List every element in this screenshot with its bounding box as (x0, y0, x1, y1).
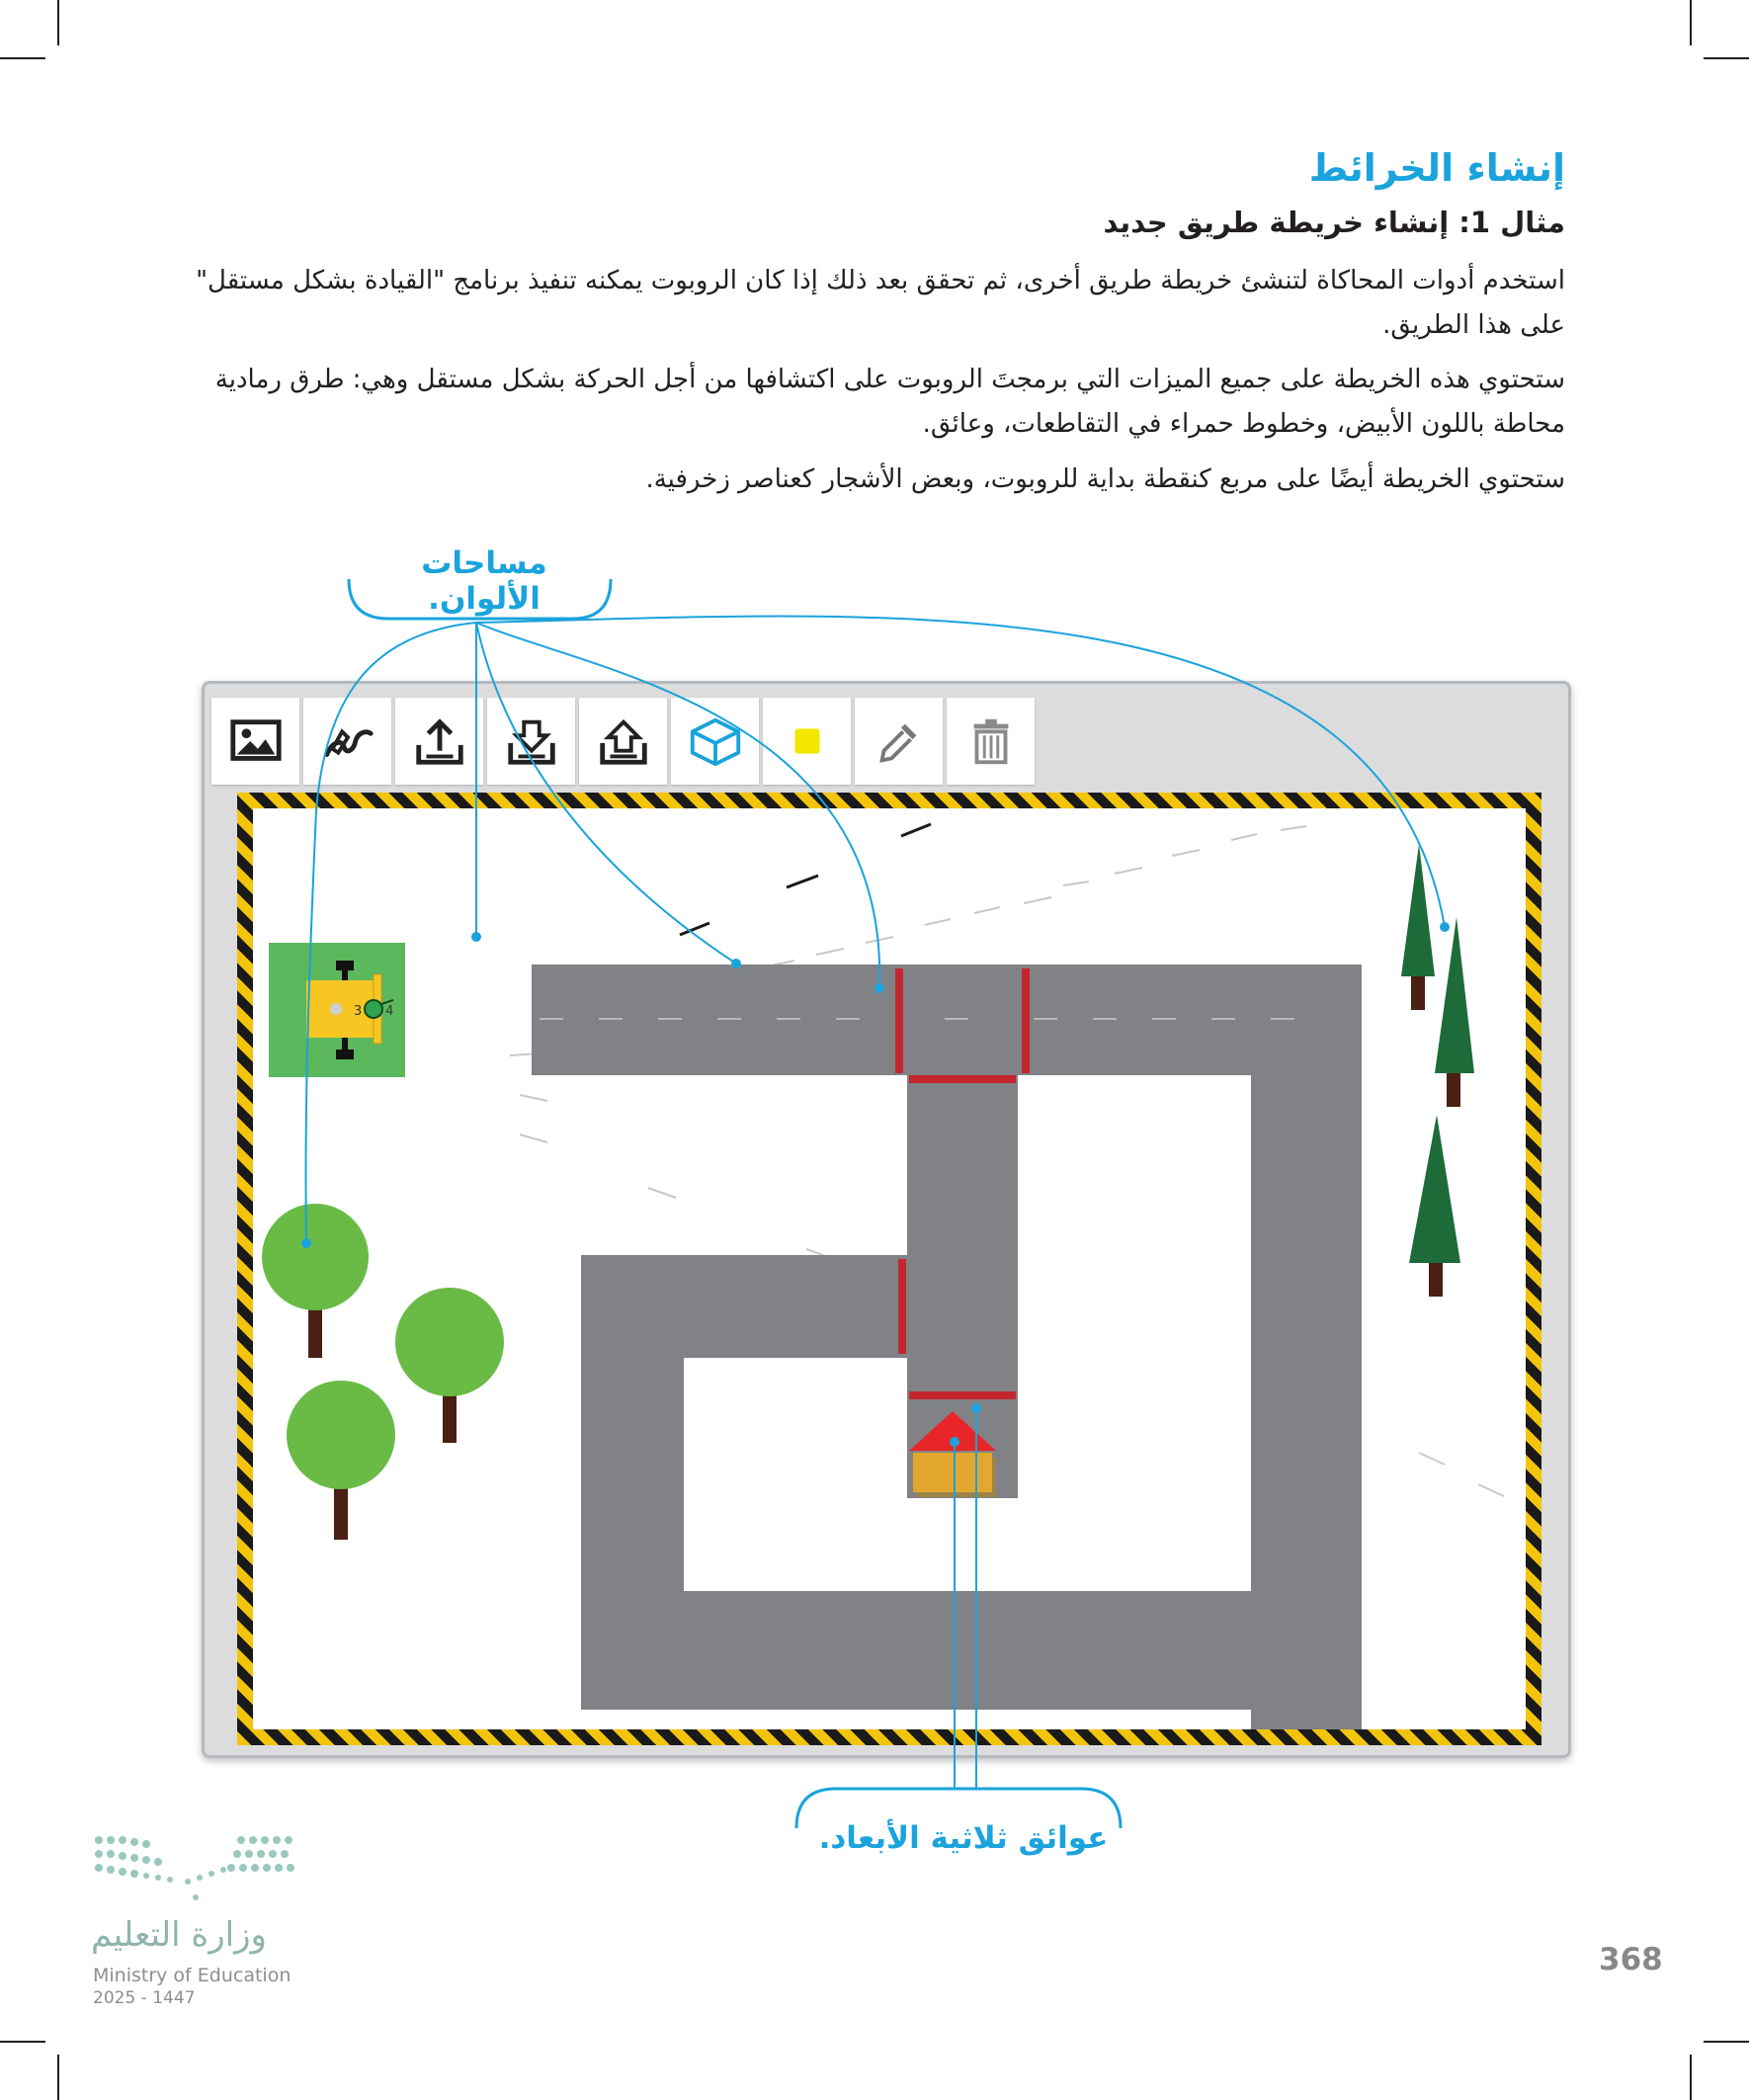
crop-mark (1704, 57, 1749, 59)
image-tool-button[interactable] (211, 698, 299, 785)
paragraph-map-features: ستحتوي هذه الخريطة على جميع الميزات التي برمجتَ الروبوت على اكتشافها من أجل الحركة بشكل مستقل وهي: طرق رمادية محاطة باللون الأبيض، وخطوط حمراء في التقاطعات، وعائق. (214, 365, 1565, 439)
3d-box-icon (687, 713, 744, 770)
download-tool-button[interactable] (487, 698, 575, 785)
draw-path-tool-button[interactable] (303, 698, 391, 785)
paragraph-instructions: استخدم أدوات المحاكاة لتنشئ خريطة طريق أخرى، ثم تحقق بعد ذلك إذا كان الروبوت يمكنه تنفيذ برنامج "القيادة بشكل مستقل" على هذا الطريق. (196, 266, 1565, 340)
crop-mark (57, 0, 59, 45)
map-hazard-border (237, 793, 1541, 1745)
dark-road-dashes (579, 824, 931, 980)
robot-readout-2: 4 (385, 1004, 394, 1019)
ministry-name-arabic: وزارة التعليم (91, 1915, 267, 1955)
eyedropper-icon (871, 713, 928, 770)
map-canvas[interactable] (253, 808, 1526, 1729)
export-icon (595, 713, 652, 770)
simulator-toolbar (211, 698, 1035, 785)
download-icon (503, 713, 560, 770)
callout-color-areas: مساحات الألوان. (421, 546, 547, 617)
pine-trees (1401, 844, 1474, 1297)
academic-year: 2025 - 1447 (93, 1988, 196, 2008)
crop-mark (1690, 0, 1692, 45)
page-number: 368 (1599, 1942, 1663, 1977)
crop-mark (0, 2041, 45, 2043)
callout-3d-obstacles: عوائق ثلاثية الأبعاد. (818, 1820, 1109, 1856)
round-trees (262, 1204, 504, 1540)
crop-mark (1690, 2055, 1692, 2100)
crop-mark (1704, 2041, 1749, 2043)
crop-mark (57, 2055, 59, 2100)
eyedropper-tool-button[interactable] (855, 698, 943, 785)
section-title: إنشاء الخرائط (1308, 146, 1565, 190)
upload-tool-button[interactable] (395, 698, 483, 785)
example-title: مثال 1: إنشاء خريطة طريق جديد (1103, 206, 1565, 239)
ministry-logo (93, 1832, 300, 1903)
3d-box-tool-button[interactable] (671, 698, 759, 785)
crop-mark (0, 57, 45, 59)
robot-readout: 3 (354, 1004, 363, 1019)
yellow-color-swatch-icon (779, 713, 836, 770)
color-swatch-tool-button[interactable] (763, 698, 851, 785)
trash-icon (962, 713, 1020, 770)
ministry-name-english: Ministry of Education (93, 1965, 292, 1986)
draw-path-icon (319, 713, 376, 770)
trash-tool-button[interactable] (947, 698, 1035, 785)
image-icon (227, 713, 285, 770)
map-drawing (253, 808, 1526, 1729)
upload-icon (411, 713, 468, 770)
paragraph-start-and-trees: ستحتوي الخريطة أيضًا على مربع كنقطة بداية للروبوت، وبعض الأشجار كعناصر زخرفية. (645, 464, 1565, 494)
export-tool-button[interactable] (579, 698, 667, 785)
